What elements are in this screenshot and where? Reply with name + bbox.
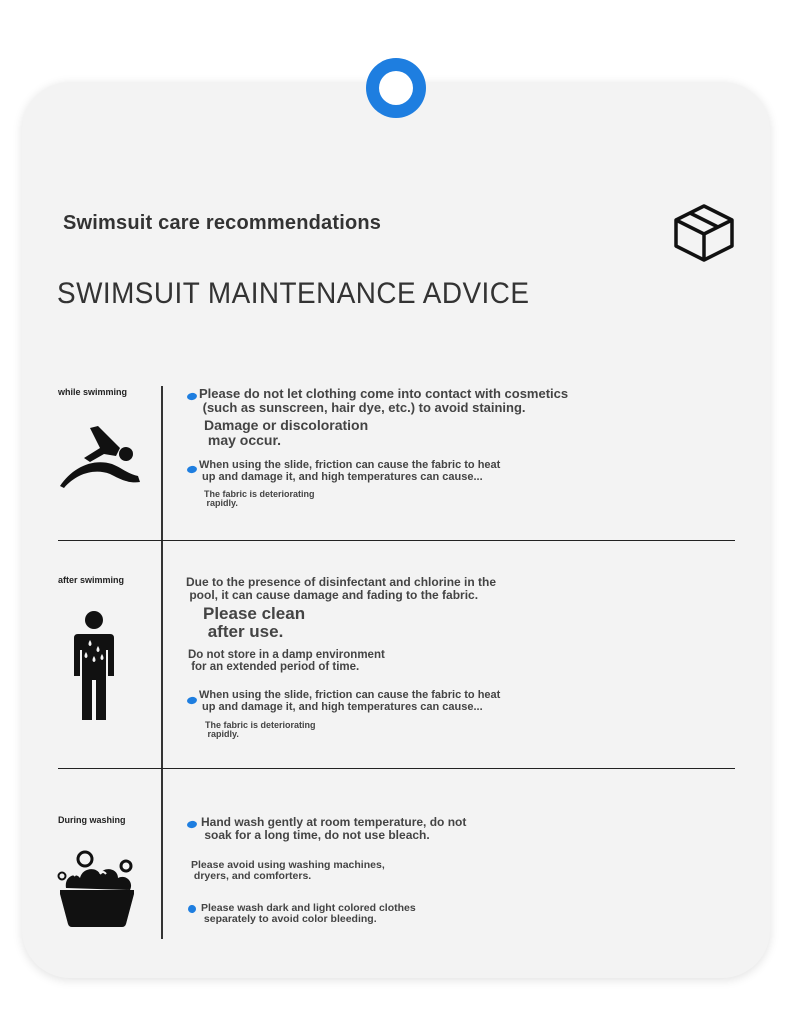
care-note: Please clean after use.	[203, 604, 306, 641]
section-label-while-swimming: while swimming	[58, 387, 128, 397]
section-divider	[58, 768, 735, 769]
section-label-after-swimming: after swimming	[58, 575, 125, 585]
care-note: When using the slide, friction can cause the fabric to heat up and damage it, and high temperatures can cause...	[199, 689, 501, 713]
section-divider	[58, 540, 735, 541]
wet-person-icon	[72, 610, 116, 722]
care-note: Please wash dark and light colored clothes separately to avoid color bleeding.	[201, 902, 416, 926]
wash-basin-icon	[56, 850, 138, 928]
care-note: Do not store in a damp environment for an extended period of time.	[188, 649, 385, 674]
care-note: Damage or discoloration may occur.	[204, 417, 369, 448]
care-note: Due to the presence of disinfectant and chlorine in the pool, it can cause damage and fading to the fabric.	[186, 575, 497, 602]
care-note: The fabric is deteriorating rapidly.	[205, 720, 316, 740]
care-note: The fabric is deteriorating rapidly.	[204, 489, 315, 509]
package-box-icon	[672, 202, 736, 264]
swimmer-icon	[58, 424, 142, 490]
hang-hole-icon	[366, 58, 426, 118]
care-note: Please avoid using washing machines, dryers, and comforters.	[191, 859, 385, 883]
care-note: When using the slide, friction can cause the fabric to heat up and damage it, and high temperatures can cause...	[199, 459, 501, 483]
care-note: Hand wash gently at room temperature, do not soak for a long time, do not use bleach.	[201, 815, 467, 842]
section-label-during-washing: During washing	[58, 815, 126, 825]
vertical-divider	[161, 386, 163, 939]
page-title: SWIMSUIT MAINTENANCE ADVICE	[57, 277, 530, 310]
care-note: Please do not let clothing come into contact with cosmetics (such as sunscreen, hair dye, etc.) to avoid staining.	[199, 386, 569, 415]
subtitle: Swimsuit care recommendations	[63, 212, 382, 234]
